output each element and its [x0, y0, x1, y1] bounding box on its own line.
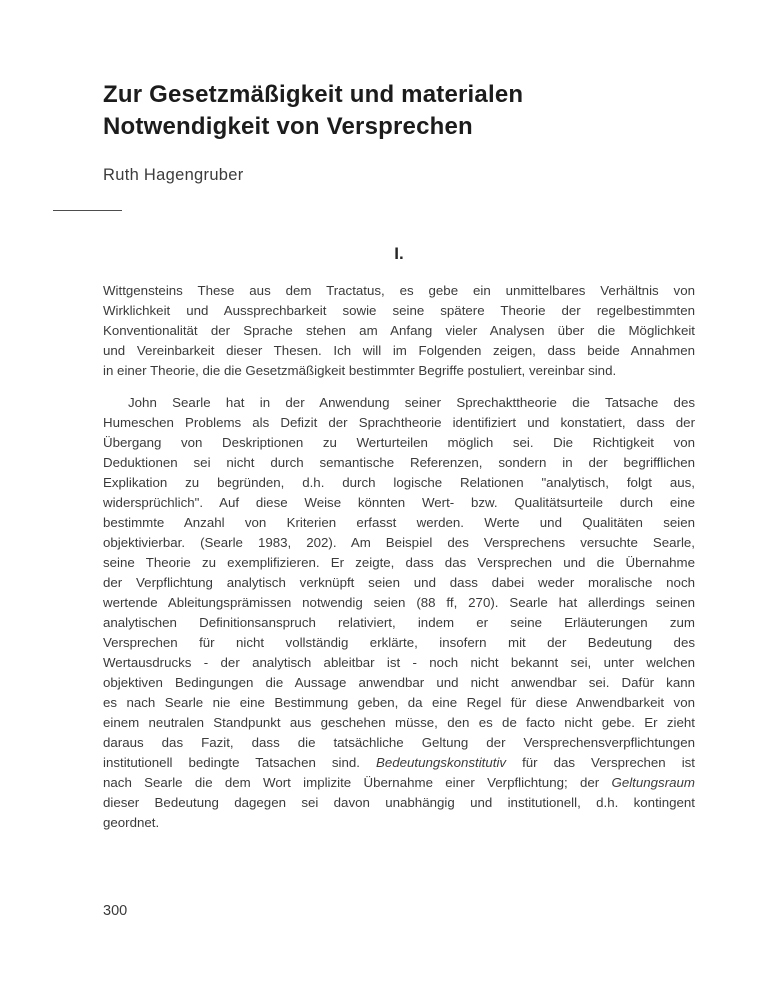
text-line: und Vereinbarkeit dieser Thesen. Ich will im Folgenden zeigen, dass beide Annahmen — [103, 343, 695, 358]
text-line: analytischen Definitionsanspruch relativiert, indem er seine Erläuterungen zum — [103, 615, 695, 630]
text-line: objektiven Bedingungen die Aussage anwendbar und nicht anwendbar sei. Dafür kann — [103, 675, 695, 690]
text-line: nach Searle die dem Wort implizite Übernahme einer Verpflichtung; der Geltungsraum — [103, 775, 695, 790]
text-line: der Verpflichtung analytisch verknüpft seien und dass dabei weder moralische noch — [103, 575, 695, 590]
body-paragraph-1 — [103, 281, 695, 381]
text-line: objektivierbar. (Searle 1983, 202). Am Beispiel des Versprechens versuchte Searle, — [103, 535, 695, 550]
text-line: Wirklichkeit und Aussprechbarkeit sowie seine spätere Theorie der regelbestimmten — [103, 303, 695, 318]
footnote-separator-rule — [53, 210, 122, 211]
text-line: daraus das Fazit, dass die tatsächliche Geltung der Versprechensverpflichtungen — [103, 735, 695, 750]
text-line: Übergang von Deskriptionen zu Werturteilen möglich sei. Die Richtigkeit von — [103, 435, 695, 450]
page-title-line1: Zur Gesetzmäßigkeit und materialen — [103, 81, 524, 108]
section-heading: I. — [394, 244, 404, 263]
text-line: wertende Ableitungsprämissen notwendig seien (88 ff, 270). Searle hat allerdings seinen — [103, 595, 695, 610]
text-line: Wittgensteins These aus dem Tractatus, es gebe ein unmittelbares Verhältnis von — [103, 283, 695, 298]
page-number: 300 — [103, 903, 128, 919]
text-line: institutionell bedingte Tatsachen sind. Bedeutungskonstitutiv für das Versprechen ist — [103, 755, 695, 770]
page-title-line2: Notwendigkeit von Versprechen — [103, 113, 473, 140]
text-line: Konventionalität der Sprache stehen am Anfang vieler Analysen über die Möglichkeit — [103, 323, 695, 338]
body-paragraph-2 — [103, 393, 695, 833]
text-line: Explikation zu begründen, d.h. durch logische Relationen "analytisch, folgt aus, — [103, 475, 695, 490]
text-line: Humeschen Problems als Defizit der Sprachtheorie identifiziert und konstatiert, dass der — [103, 415, 695, 430]
author-name: Ruth Hagengruber — [103, 166, 244, 184]
text-line: John Searle hat in der Anwendung seiner Sprechakttheorie die Tatsache des — [128, 395, 695, 410]
page-title — [103, 79, 663, 143]
text-line: in einer Theorie, die die Gesetzmäßigkeit bestimmter Begriffe postuliert, vereinbar sind. — [103, 363, 617, 378]
text-line: Deduktionen sei nicht durch semantische Referenzen, sondern in der begrifflichen — [103, 455, 695, 470]
text-line: Wertausdrucks - der analytisch ableitbar ist - noch nicht bekannt sei, unter welchen — [103, 655, 695, 670]
text-line: dieser Bedeutung dagegen sei davon unabhängig und institutionell, d.h. kontingent — [103, 795, 695, 810]
text-line: bestimmte Anzahl von Kriterien erfasst werden. Werte und Qualitäten seien — [103, 515, 695, 530]
text-line: geordnet. — [103, 815, 160, 830]
text-line: Versprechen für nicht vollständig erklärte, insofern mit der Bedeutung des — [103, 635, 695, 650]
text-line: einem neutralen Standpunkt aus geschehen müsse, den es de facto nicht gebe. Er zieht — [103, 715, 695, 730]
text-line: seine Theorie zu exemplifizieren. Er zeigte, dass das Versprechen und die Übernahme — [103, 555, 695, 570]
text-line: es nach Searle nie eine Bestimmung geben, da eine Regel für diese Anwendbarkeit von — [103, 695, 695, 710]
text-line: widersprüchlich". Auf diese Weise könnten Wert- bzw. Qualitätsurteile durch eine — [103, 495, 695, 510]
